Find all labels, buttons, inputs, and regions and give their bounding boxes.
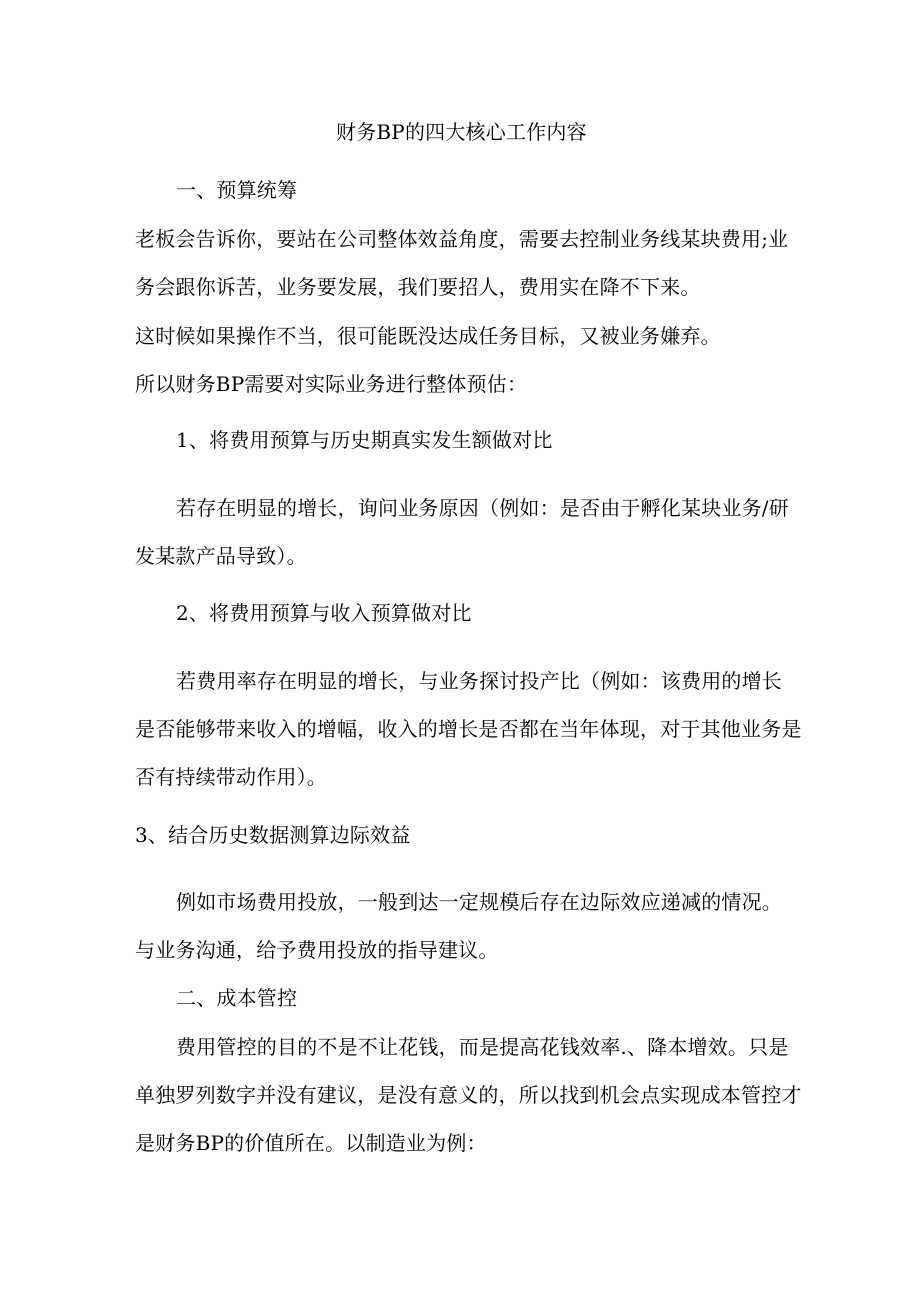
paragraph-line: 费用管控的目的不是不让花钱，而是提高花钱效率.、降本增效。只是 (176, 1035, 789, 1059)
paragraph-line: 是否能够带来收入的增幅，收入的增长是否都在当年体现，对于其他业务是 (135, 717, 802, 741)
paragraph-line: 与业务沟通，给予费用投放的指导建议。 (135, 938, 499, 962)
paragraph-line: 发某款产品导致）。 (135, 544, 307, 568)
paragraph-line: 若费用率存在明显的增长，与业务探讨投产比（例如：该费用的增长 (176, 669, 782, 693)
paragraph-line: 务会跟你诉苦，业务要发展，我们要招人，费用实在降不下来。 (135, 275, 701, 299)
section-heading-cost: 二、成本管控 (176, 986, 298, 1010)
paragraph-line: 例如市场费用投放，一般到达一定规模后存在边际效应递减的情况。 (176, 890, 782, 914)
document-title: 财务BP的四大核心工作内容 (336, 120, 587, 144)
list-item-heading: 3、结合历史数据测算边际效益 (135, 823, 411, 847)
paragraph-line: 老板会告诉你，要站在公司整体效益角度，需要去控制业务线某块费用;业 (135, 227, 789, 251)
list-item-heading: 2、将费用预算与收入预算做对比 (176, 601, 472, 625)
paragraph-line: 这时候如果操作不当，很可能既没达成任务目标，又被业务嫌弃。 (135, 324, 721, 348)
list-item-heading: 1、将费用预算与历史期真实发生额做对比 (176, 428, 553, 452)
paragraph-line: 所以财务BP需要对实际业务进行整体预估： (135, 372, 528, 396)
paragraph-line: 是财务BP的价值所在。以制造业为例： (135, 1131, 487, 1155)
paragraph-line: 单独罗列数字并没有建议，是没有意义的，所以找到机会点实现成本管控才 (135, 1083, 802, 1107)
paragraph-line: 否有持续带动作用）。 (135, 765, 327, 789)
section-heading-budget: 一、预算统筹 (176, 178, 298, 202)
paragraph-line: 若存在明显的增长，询问业务原因（例如：是否由于孵化某块业务/研 (176, 496, 789, 520)
